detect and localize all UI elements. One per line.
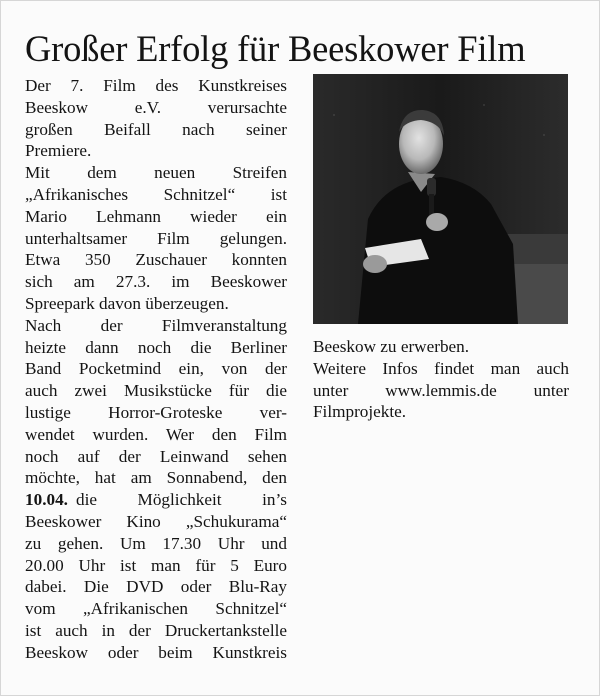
text-line: Band Pocketmind ein, von der [25,359,287,379]
text-line: „Afrikanisches Schnitzel“ ist [25,184,287,204]
text-fragment: die Möglichkeit in’s [75,490,287,510]
text-line: großen Beifall nach seiner [25,119,287,139]
text-line: Beeskower Kino „Schukurama“ [25,511,287,531]
article-photo [313,74,568,324]
text-line: Beeskow e.V. verursachte [25,97,287,117]
text-line: dabei. Die DVD oder Blu-Ray [25,577,287,597]
text-line: möchte, hat am Sonnabend, den [25,468,287,488]
text-line: auch zwei Musikstücke für die [25,381,287,401]
text-line: vom „Afrikanischen Schnitzel“ [25,599,287,619]
text-line: Der 7. Film des Kunstkreises [25,76,287,95]
text-line: unterhaltsamer Film gelungen. [25,228,287,248]
text-line: Filmprojekte. [313,402,407,422]
text-line: Spreepark davon überzeugen. [25,293,229,313]
article-body-right-column [313,336,569,423]
text-line: Premiere. [25,141,92,161]
text-line: Nach der Filmveranstaltung [25,315,287,335]
text-line: sich am 27.3. im Beeskower [25,272,287,292]
text-line: ist auch in der Druckertankstelle [25,620,287,640]
text-line: heizte dann noch die Berliner [25,337,287,357]
text-line: noch auf der Leinwand sehen [25,446,287,466]
text-line: Etwa 350 Zuschauer konnten [25,250,287,270]
text-line: 20.00 Uhr ist man für 5 Euro [25,555,287,575]
text-line: Mario Lehmann wieder ein [25,206,287,226]
date-highlight: 10.04. [25,490,68,510]
text-line [25,489,287,511]
text-line: Beeskow zu erwerben. [313,337,470,356]
article-body-left-column [25,75,287,664]
text-line: Weitere Infos findet man auch [313,358,569,378]
article-headline: Großer Erfolg für Beeskower Film [25,28,526,69]
text-line: wendet wurden. Wer den Film [25,424,287,444]
text-line: unter www.lemmis.de unter [313,380,569,400]
text-line: zu gehen. Um 17.30 Uhr und [25,533,287,553]
text-line: Beeskow oder beim Kunstkreis [25,642,287,662]
text-line: Mit dem neuen Streifen [25,163,287,183]
text-line: lustige Horror-Groteske ver- [25,402,287,422]
